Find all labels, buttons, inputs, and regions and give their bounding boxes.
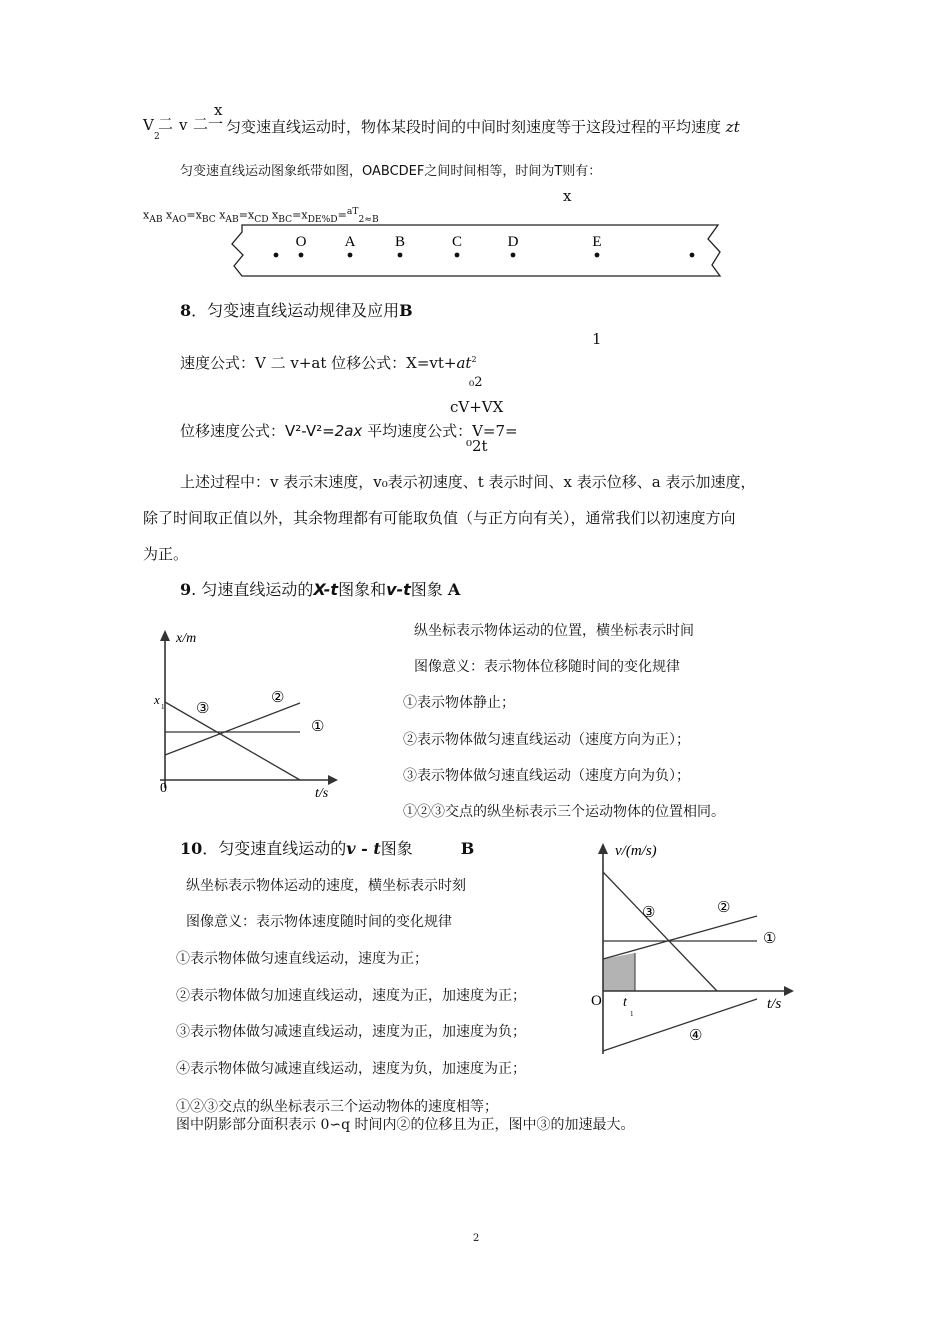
section-8-heading: 8．匀变速直线运动规律及应用B xyxy=(180,301,413,320)
formula-equals: 二 xyxy=(158,115,174,133)
xt-desc-1: 纵坐标表示物体运动的位置，横坐标表示时间 xyxy=(414,623,694,639)
section-10-heading: 10．匀变速直线运动的v - t图象 B xyxy=(180,839,475,858)
formula-v0: v xyxy=(179,116,188,134)
paper-tape-diagram xyxy=(230,222,725,280)
vt-desc-7: ①②③交点的纵坐标表示三个运动物体的速度相等； xyxy=(176,1099,498,1115)
xt-line-2 xyxy=(165,703,300,755)
tape-outline xyxy=(232,225,720,276)
vt-shaded-area xyxy=(603,953,635,991)
tape-relations: $x_{AB}$ $x_{AO}=x_{BC}$ $x_{AB}=x_{CD}$ $x_{BC}=x_{DE\%D}=^{aT}_{2\approx B}$ xyxy=(143,206,379,225)
disp-velocity-formula: 位移速度公式：V²-V²=2ax 平均速度公式：V=7= xyxy=(180,422,518,440)
vt-desc-1: 纵坐标表示物体运动的速度，横坐标表示时刻 xyxy=(186,878,466,894)
vt-desc-2: 图像意义：表示物体速度随时间的变化规律 xyxy=(186,914,452,930)
avg-numerator: cV+VX xyxy=(450,398,504,416)
xt-mark-2: ② xyxy=(271,690,285,706)
xt-desc-5: ③表示物体做匀速直线运动（速度方向为负）； xyxy=(403,768,690,784)
xt-x1-label: x xyxy=(154,692,160,707)
explain-line-2: 除了时间取正值以外，其余物理都有可能取负值（与正方向有关），通常我们以初速度方向 xyxy=(143,509,736,527)
vt-origin: O xyxy=(591,993,602,1009)
tape-label-a: A xyxy=(344,234,356,250)
formula-subscript: 2 xyxy=(154,132,160,142)
fraction-sub-2: ₀2 xyxy=(469,375,483,390)
vt-graph xyxy=(585,832,800,1062)
xt-mark-3: ③ xyxy=(196,701,210,717)
tape-dot-c xyxy=(455,253,460,258)
xt-x1-sub: 1 xyxy=(161,703,165,711)
vt-mark-4: ④ xyxy=(689,1028,703,1044)
vt-desc-8: 图中阴影部分面积表示 0∽q 时间内②的位移且为正，图中③的加速最大。 xyxy=(176,1117,635,1133)
xt-y-arrow-icon xyxy=(160,630,170,641)
tape-dot-b xyxy=(398,253,403,258)
avg-denominator: ⁰2t xyxy=(466,437,488,455)
explain-line-1: 上述过程中：v 表示末速度，v₀表示初速度、t 表示时间、x 表示位移、a 表示加速度， xyxy=(180,473,756,491)
xt-desc-3: ①表示物体静止； xyxy=(403,695,515,711)
vt-desc-6: ④表示物体做匀减速直线运动，速度为负，加速度为正； xyxy=(176,1061,526,1077)
vt-y-label: v/(m/s) xyxy=(615,843,657,859)
tape-dot-e xyxy=(595,253,600,258)
floating-x: x xyxy=(563,187,572,205)
xt-desc-2: 图像意义：表示物体位移随时间的变化规律 xyxy=(414,659,680,675)
velocity-formula: 速度公式：V 二 v+at 位移公式：$X=vt+at^2$ xyxy=(180,354,477,372)
xt-x-arrow-icon xyxy=(328,775,338,785)
tape-label-c: C xyxy=(451,234,463,250)
xt-desc-6: ①②③交点的纵坐标表示三个运动物体的位置相同。 xyxy=(403,804,725,820)
xt-mark-1: ① xyxy=(311,719,325,735)
xt-graph xyxy=(150,620,380,805)
vt-t1-label: t xyxy=(623,995,627,1010)
tape-label-e: E xyxy=(592,234,602,250)
tape-label-b: B xyxy=(394,234,406,250)
vt-mark-2: ② xyxy=(717,900,731,916)
tape-label-d: D xyxy=(507,234,519,250)
vt-desc-3: ①表示物体做匀速直线运动，速度为正； xyxy=(176,951,428,967)
formula-x: x xyxy=(214,101,223,119)
xt-y-label: x/m xyxy=(176,631,197,646)
xt-desc-4: ②表示物体做匀速直线运动（速度方向为正）； xyxy=(403,732,690,748)
xt-origin: 0 xyxy=(160,781,167,796)
tape-dot xyxy=(690,253,695,258)
vt-mark-1: ① xyxy=(763,931,777,947)
page-number: 2 xyxy=(473,1233,480,1244)
xt-x-label: t/s xyxy=(315,786,329,801)
tape-label-o: O xyxy=(295,234,307,250)
fraction-one: 1 xyxy=(592,330,602,348)
section-9-heading: 9. 匀速直线运动的X-t图象和v-t图象 A xyxy=(180,580,461,599)
vt-x-arrow-icon xyxy=(784,986,794,996)
xt-line-3 xyxy=(165,702,300,780)
vt-t1-sub: 1 xyxy=(630,1010,634,1018)
explain-line-3: 为正。 xyxy=(143,545,189,563)
tape-intro: 匀变速直线运动图象纸带如图，OABCDEF之间时间相等，时间为T则有： xyxy=(180,164,602,179)
vt-mark-3: ③ xyxy=(642,905,656,921)
tape-dot xyxy=(274,253,279,258)
tape-dot-d xyxy=(511,253,516,258)
vt-y-arrow-icon xyxy=(598,843,608,854)
vt-x-label: t/s xyxy=(767,996,782,1012)
formula-v: V xyxy=(143,116,154,134)
vt-desc-5: ③表示物体做匀减速直线运动，速度为正，加速度为负； xyxy=(176,1024,526,1040)
vt-desc-4: ②表示物体做匀加速直线运动，速度为正，加速度为正； xyxy=(176,988,526,1004)
formula-equals-dash: 二一 xyxy=(193,115,224,133)
mid-time-sentence: 匀变速直线运动时，物体某段时间的中间时刻速度等于这段过程的平均速度 zt xyxy=(226,118,740,136)
tape-dot-a xyxy=(348,253,353,258)
tape-dot-o xyxy=(299,253,304,258)
